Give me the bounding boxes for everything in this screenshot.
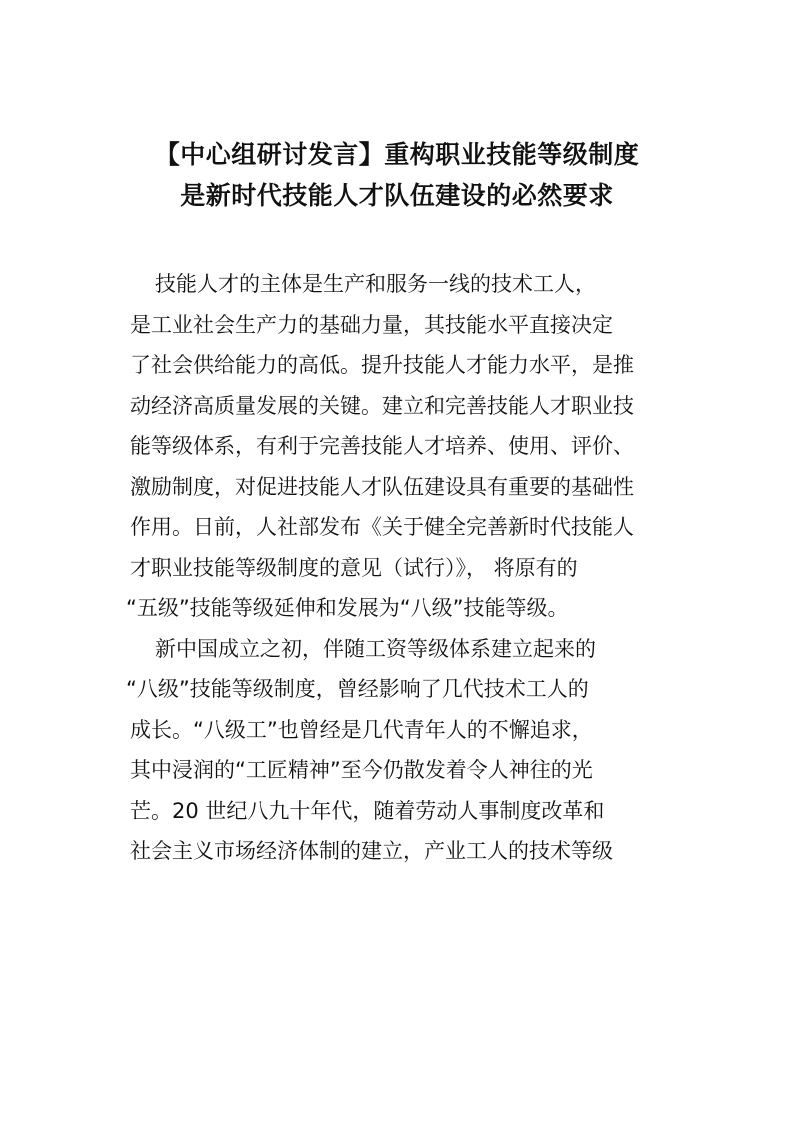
paragraph-line: 芒。20 世纪八九十年代，随着劳动人事制度改革和: [130, 798, 605, 823]
paragraph-line: “八级”技能等级制度，曾经影响了几代技术工人的: [126, 677, 589, 701]
paragraph-line: 技能人才的主体是生产和服务一线的技术工人，: [155, 272, 596, 296]
paragraph-line: 了社会供给能力的高低。提升技能人才能力水平，是推: [130, 353, 634, 377]
paragraph-1: [126, 264, 682, 629]
document-title: [100, 134, 694, 216]
paragraph-line: “五级”技能等级延伸和发展为“八级”技能等级。: [126, 596, 569, 620]
paragraph-line: 是工业社会生产力的基础力量，其技能水平直接决定: [130, 312, 613, 337]
paragraph-line: 才职业技能等级制度的意见（试行）》， 将原有的: [130, 555, 578, 580]
paragraph-line: 作用。日前，人社部发布《关于健全完善新时代技能人: [130, 515, 634, 539]
paragraph-line: 其中浸润的“工匠精神”至今仍散发着令人神往的光: [130, 758, 593, 782]
paragraph-line: 社会主义市场经济体制的建立，产业工人的技术等级: [130, 839, 613, 863]
paragraph-line: 动经济高质量发展的关键。建立和完善技能人才职业技: [130, 393, 634, 418]
paragraph-line: 激励制度，对促进技能人才队伍建设具有重要的基础性: [130, 474, 634, 499]
paragraph-line: 成长。“八级工”也曾经是几代青年人的不懈追求，: [130, 717, 593, 742]
title-line-2: 是新时代技能人才队伍建设的必然要求: [180, 181, 614, 210]
document-body: [126, 264, 682, 872]
paragraph-2: [126, 629, 682, 872]
title-line-1: 【中心组研讨发言】重构职业技能等级制度: [154, 140, 640, 169]
paragraph-line: 新中国成立之初，伴随工资等级体系建立起来的: [155, 636, 596, 661]
paragraph-line: 能等级体系，有利于完善技能人才培养、使用、评价、: [130, 434, 634, 458]
